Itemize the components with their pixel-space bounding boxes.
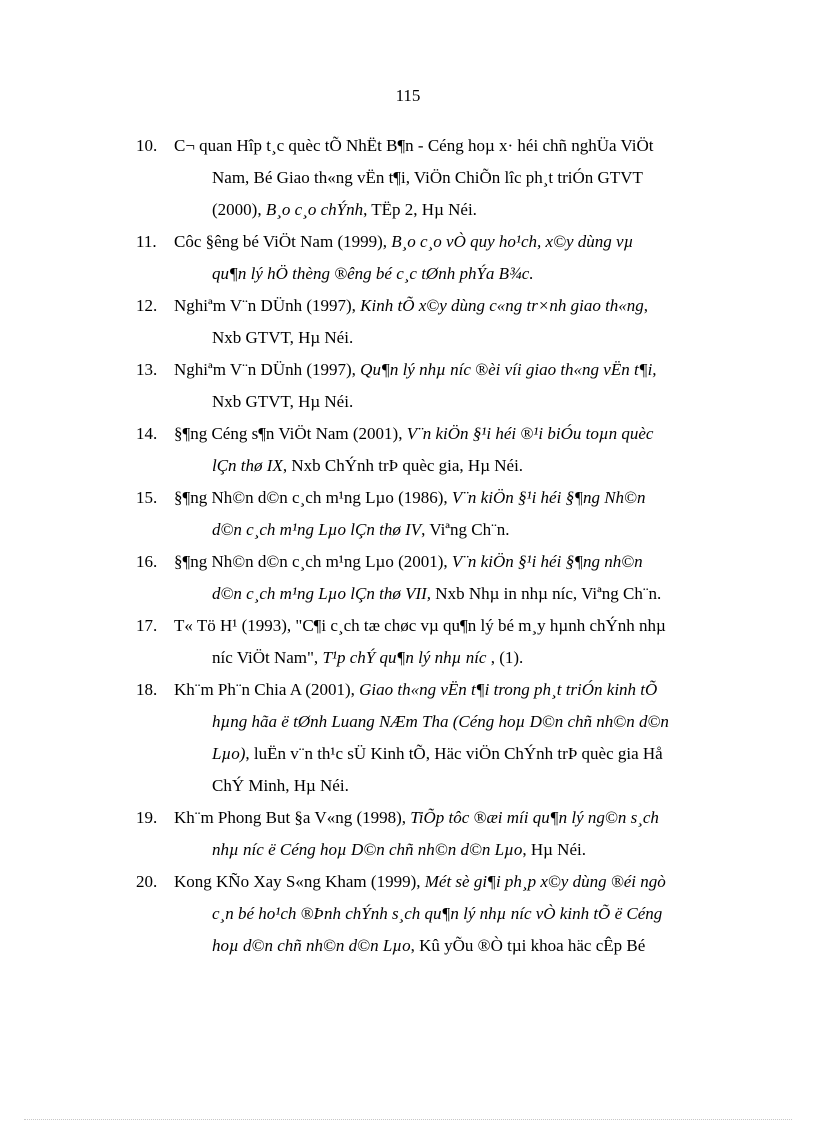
reference-continuation-line — [174, 770, 742, 802]
reference-first-line — [174, 872, 666, 891]
reference-text-segment: , Kû yÕu ®Ò tµi khoa häc cÊp Bé — [410, 936, 646, 955]
reference-title-segment: Giao th«ng vËn t¶i trong ph¸t triÓn kinh tÕ — [359, 680, 658, 699]
reference-title-segment: TiÕp tôc ®æi míi qu¶n lý ng©n s¸ch — [410, 808, 659, 827]
reference-item — [136, 290, 742, 354]
reference-first-line: C¬ quan Hîp t¸c quèc tÕ NhËt B¶n - Céng hoµ x· héi chñ nghÜa ViÖt — [174, 136, 654, 155]
reference-first-line — [174, 616, 666, 635]
reference-first-line — [174, 552, 643, 571]
reference-title-segment: Qu¶n lý nhµ níc ®èi víi giao th«ng vËn t¶i, — [360, 360, 657, 379]
reference-title-segment: nhµ níc ë Céng hoµ D©n chñ nh©n d©n Lµo — [212, 840, 523, 859]
reference-title-segment: c¸n bé ho¹ch ®Þnh chÝnh s¸ch qu¶n lý nhµ níc vÒ kinh tÕ ë Céng — [212, 904, 663, 923]
reference-text-segment: , Viªng Ch¨n. — [421, 520, 510, 539]
reference-first-line — [174, 488, 645, 507]
reference-continuation-line — [174, 706, 742, 738]
reference-text-segment: Nghiªm V¨n DÜnh (1997), — [174, 360, 361, 379]
reference-text-segment: Côc §êng bé ViÖt Nam (1999), — [174, 232, 392, 251]
reference-item — [136, 418, 742, 482]
reference-title-segment: Lµo) — [212, 744, 246, 763]
reference-title-segment: Mét sè gi¶i ph¸p x©y dùng ®éi ngò — [424, 872, 666, 891]
reference-title-segment: V¨n kiÖn §¹i héi §¶ng nh©n — [451, 552, 643, 571]
reference-text-segment: , Hµ Néi. — [522, 840, 586, 859]
reference-continuation-line — [174, 642, 742, 674]
reference-number: 14. — [136, 424, 158, 443]
reference-list — [136, 130, 742, 962]
reference-text — [174, 226, 742, 290]
reference-first-line — [174, 424, 653, 443]
reference-text-segment: §¶ng Nh©n d©n c¸ch m¹ng Lµo (2001), — [174, 552, 452, 571]
reference-title-segment: B¸o c¸o chÝnh — [265, 200, 364, 219]
reference-text-segment: Kh¨m Phong But §a V«ng (1998), — [174, 808, 411, 827]
reference-text-segment: Nxb GTVT, Hµ Néi. — [212, 328, 354, 347]
reference-title-segment: B¸o c¸o vÒ quy ho¹ch, x©y dùng vµ — [391, 232, 634, 251]
reference-text-segment: Nxb Nhµ in nhµ níc, Viªng Ch¨n. — [431, 584, 662, 603]
reference-text-segment: níc ViÖt Nam", — [212, 648, 323, 667]
reference-text-segment: , TËp 2, Hµ Néi. — [363, 200, 477, 219]
reference-item — [136, 674, 742, 802]
reference-continuation-line — [174, 834, 742, 866]
reference-continuation-line — [174, 578, 742, 610]
reference-title-segment: V¨n kiÖn §¹i héi §¶ng Nh©n — [451, 488, 646, 507]
reference-number: 19. — [136, 808, 158, 827]
reference-text-segment: Nxb GTVT, Hµ Néi. — [212, 392, 354, 411]
reference-text-segment: (2000), — [212, 200, 266, 219]
reference-text-segment: , luËn v¨n th¹c sÜ Kinh tÕ, Häc viÖn ChÝnh trÞ quèc gia Hå — [245, 744, 663, 763]
reference-item — [136, 354, 742, 418]
reference-text — [174, 130, 742, 226]
reference-text — [174, 290, 742, 354]
reference-title-segment: V¨n kiÖn §¹i héi ®¹i biÓu toµn quèc — [406, 424, 654, 443]
reference-text — [174, 674, 742, 802]
reference-text-segment: ChÝ Minh, Hµ Néi. — [212, 776, 349, 795]
reference-item — [136, 226, 742, 290]
reference-title-segment: hµng hãa ë tØnh Luang NÆm Tha (Céng hoµ D©n chñ nh©n d©n — [212, 712, 669, 731]
reference-text-segment: T« Tö H¹ (1993), "C¶i c¸ch tæ chøc vµ qu¶n lý bé m¸y hµnh chÝnh nhµ — [174, 616, 666, 635]
reference-item — [136, 546, 742, 610]
reference-item — [136, 610, 742, 674]
reference-text-segment: , Nxb ChÝnh trÞ quèc gia, Hµ Néi. — [282, 456, 524, 475]
reference-continuation-line — [174, 930, 742, 962]
reference-text-segment: Nam, Bé Giao th«ng vËn t¶i, ViÖn ChiÕn lîc ph¸t triÓn GTVT — [212, 168, 643, 187]
page-number: 115 — [395, 86, 421, 105]
reference-continuation-line — [174, 738, 742, 770]
reference-item — [136, 866, 742, 962]
reference-number: 11. — [136, 232, 157, 251]
reference-title-segment: T¹p chÝ qu¶n lý nhµ níc — [322, 648, 487, 667]
reference-title-segment: d©n c¸ch m¹ng Lµo lÇn thø VII, — [212, 584, 432, 603]
page-bottom-dotted-line — [24, 1119, 792, 1120]
reference-text-segment: , — [643, 296, 649, 315]
reference-continuation-line — [174, 258, 742, 290]
reference-item — [136, 130, 742, 226]
reference-text — [174, 802, 742, 866]
reference-number: 13. — [136, 360, 158, 379]
reference-text-segment: Kh¨m Ph¨n Chia A (2001), — [174, 680, 360, 699]
reference-first-line — [174, 232, 633, 251]
reference-continuation-line — [174, 386, 742, 418]
reference-text — [174, 546, 742, 610]
reference-first-line — [174, 296, 648, 315]
reference-text-segment: Nghiªm V¨n DÜnh (1997), — [174, 296, 361, 315]
reference-text — [174, 418, 742, 482]
reference-title-segment: qu¶n lý hÖ thèng ®êng bé c¸c tØnh phÝa B¾c. — [212, 264, 534, 283]
reference-continuation-line — [174, 898, 742, 930]
reference-number: 12. — [136, 296, 158, 315]
reference-text — [174, 866, 742, 962]
reference-item — [136, 802, 742, 866]
reference-title-segment: hoµ d©n chñ nh©n d©n Lµo — [212, 936, 411, 955]
reference-text — [174, 610, 742, 674]
reference-title-segment: Kinh tÕ x©y dùng c«ng tr×nh giao th«ng — [360, 296, 644, 315]
reference-first-line — [174, 360, 657, 379]
reference-continuation-line — [174, 162, 742, 194]
reference-text — [174, 482, 742, 546]
reference-first-line — [174, 808, 659, 827]
reference-number: 15. — [136, 488, 158, 507]
reference-number: 20. — [136, 872, 158, 891]
reference-title-segment: d©n c¸ch m¹ng Lµo lÇn thø IV — [212, 520, 422, 539]
reference-text-segment: , (1). — [486, 648, 524, 667]
reference-continuation-line — [174, 322, 742, 354]
reference-number: 17. — [136, 616, 158, 635]
reference-continuation-line — [174, 450, 742, 482]
reference-item — [136, 482, 742, 546]
reference-first-line — [174, 680, 657, 699]
reference-text-segment: §¶ng Céng s¶n ViÖt Nam (2001), — [174, 424, 407, 443]
reference-continuation-line — [174, 514, 742, 546]
reference-text-segment: §¶ng Nh©n d©n c¸ch m¹ng Lµo (1986), — [174, 488, 452, 507]
reference-number: 10. — [136, 136, 158, 155]
reference-text — [174, 354, 742, 418]
reference-title-segment: lÇn thø IX — [212, 456, 283, 475]
reference-continuation-line — [174, 194, 742, 226]
reference-number: 18. — [136, 680, 158, 699]
reference-text-segment: Kong KÑo Xay S«ng Kham (1999), — [174, 872, 425, 891]
reference-number: 16. — [136, 552, 158, 571]
